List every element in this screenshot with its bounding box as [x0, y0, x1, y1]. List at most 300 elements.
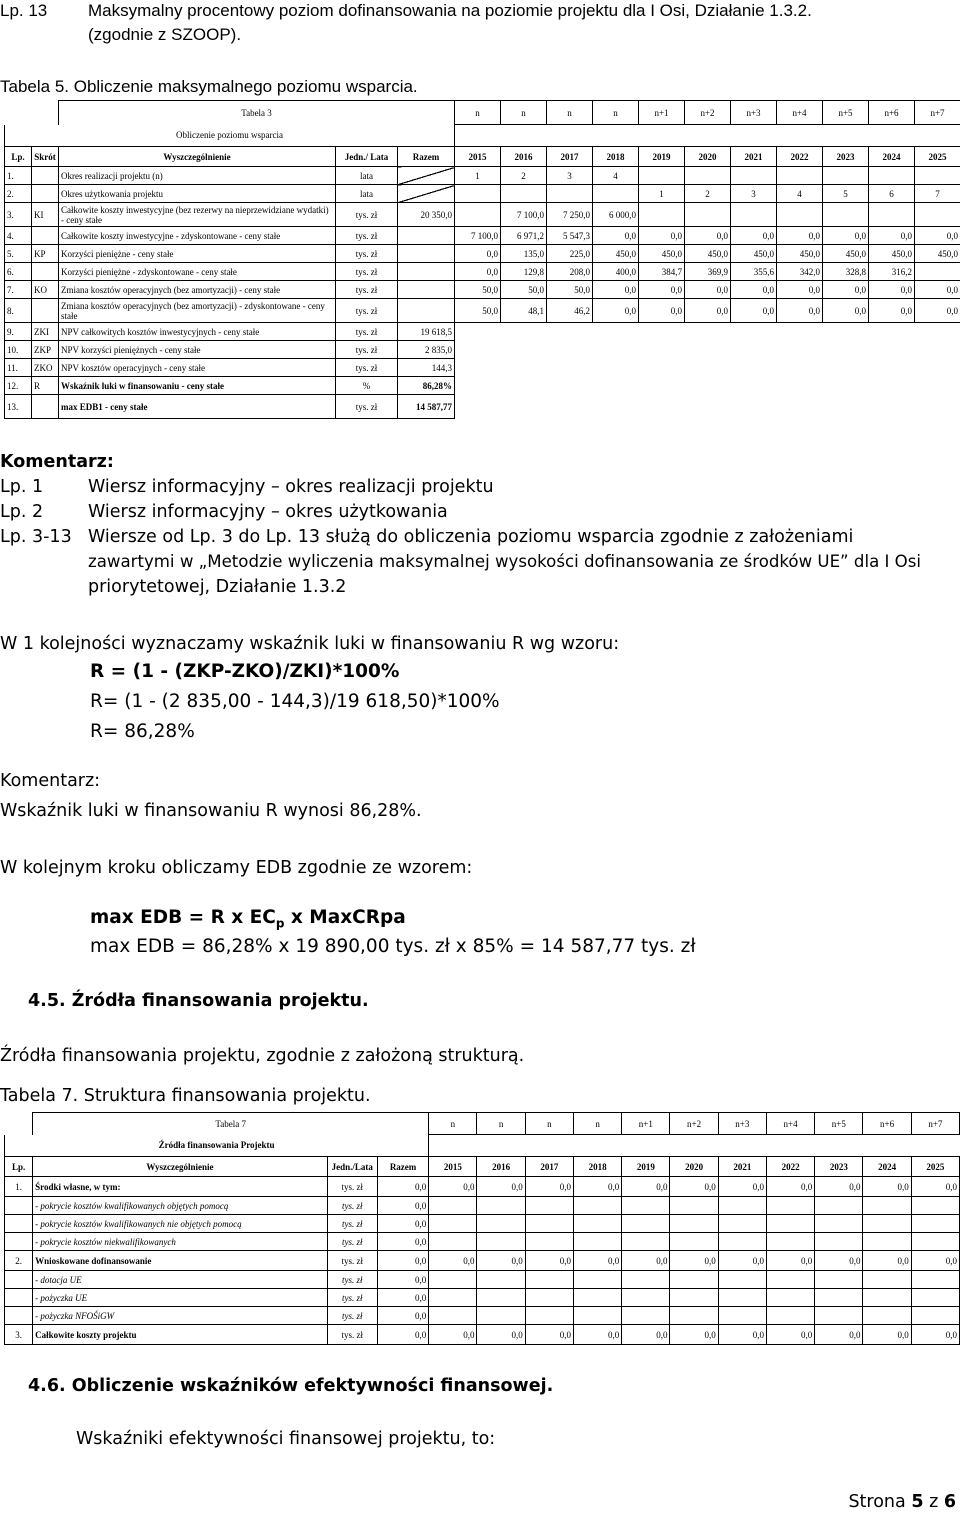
row-year-value: 0,0 — [823, 281, 869, 299]
row-total — [398, 185, 455, 203]
row-year-value: 0,0 — [718, 1177, 766, 1197]
row-unit: lata — [336, 185, 398, 203]
row-year-value: 135,0 — [501, 245, 547, 263]
row-lp — [5, 1197, 33, 1215]
row-code: KO — [32, 281, 59, 299]
row-year-value: 0,0 — [622, 1251, 670, 1271]
row-lp: 3. — [5, 1325, 33, 1345]
row-year-value: 342,0 — [777, 263, 823, 281]
row-lp — [5, 1307, 33, 1325]
intro-lp: Lp. 13 — [0, 1, 48, 20]
row-year-value — [731, 359, 777, 377]
edb-formula — [90, 907, 406, 931]
table7-header-cell: 2019 — [622, 1157, 670, 1177]
row-year-value: 0,0 — [525, 1251, 573, 1271]
table7-top-header-cell: n+6 — [863, 1113, 911, 1135]
luka-comment-heading: Komentarz: — [0, 771, 101, 791]
table-row — [5, 281, 960, 299]
table5-subtitle: Obliczenie poziomu wsparcia — [5, 125, 455, 147]
row-lp: 12. — [5, 377, 32, 395]
row-year-value: 0,0 — [823, 299, 869, 323]
row-code: ZKI — [32, 323, 59, 341]
row-unit: tys. zł — [336, 245, 398, 263]
row-code — [32, 185, 59, 203]
row-year-value: 0,0 — [639, 299, 685, 323]
table-row — [5, 227, 960, 245]
intro-text-line1: Maksymalny procentowy poziom dofinansowania na poziomie projektu dla I Osi, Działanie 1.3.2. — [88, 1, 812, 20]
table-row — [5, 167, 960, 185]
table7-header-cell: 2015 — [429, 1157, 477, 1177]
row-year-value: 0,0 — [622, 1177, 670, 1197]
row-year-value: 0,0 — [766, 1177, 814, 1197]
row-year-value — [639, 395, 685, 419]
table5-top-header-cell: n — [455, 101, 501, 125]
row-year-value: 0,0 — [815, 1251, 863, 1271]
row-year-value — [915, 263, 960, 281]
row-lp: 4. — [5, 227, 32, 245]
row-total: 0,0 — [377, 1233, 428, 1251]
row-code — [32, 167, 59, 185]
table5-header-cell: Razem — [398, 147, 455, 167]
row-year-value: 0,0 — [593, 299, 639, 323]
row-lp: 1. — [5, 1177, 33, 1197]
row-year-value: 1 — [639, 185, 685, 203]
row-unit: % — [336, 377, 398, 395]
row-year-value — [766, 1215, 814, 1233]
row-year-value: 0,0 — [863, 1177, 911, 1197]
table-row — [5, 245, 960, 263]
row-year-value — [639, 359, 685, 377]
row-year-value — [525, 1233, 573, 1251]
row-year-value: 328,8 — [823, 263, 869, 281]
table5-top-header-cell: n+2 — [685, 101, 731, 125]
comment-lp: Lp. 1 — [0, 477, 44, 497]
row-year-value — [622, 1307, 670, 1325]
table7-title-row — [5, 1113, 960, 1135]
row-year-value — [429, 1233, 477, 1251]
row-code: KP — [32, 245, 59, 263]
row-year-value — [915, 167, 960, 185]
row-year-value: 316,2 — [869, 263, 915, 281]
row-year-value: 0,0 — [455, 263, 501, 281]
row-unit: tys. zł — [336, 359, 398, 377]
page-prefix: Strona — [848, 1492, 912, 1512]
row-total: 0,0 — [377, 1251, 428, 1271]
table7-header-cell: 2018 — [573, 1157, 621, 1177]
row-unit: tys. zł — [327, 1289, 377, 1307]
row-year-value: 0,0 — [685, 281, 731, 299]
edb-formula-a: max EDB = R x EC — [90, 907, 276, 928]
row-year-value — [501, 377, 547, 395]
row-unit: tys. zł — [336, 323, 398, 341]
row-year-value — [915, 395, 960, 419]
row-lp: 1. — [5, 167, 32, 185]
row-lp — [5, 1215, 33, 1233]
row-total — [398, 281, 455, 299]
table5-top-header-cell: n+1 — [639, 101, 685, 125]
row-year-value — [777, 167, 823, 185]
row-year-value: 4 — [777, 185, 823, 203]
row-year-value: 7 100,0 — [455, 227, 501, 245]
row-desc: NPV kosztów operacyjnych - ceny stałe — [59, 359, 336, 377]
row-year-value — [573, 1233, 621, 1251]
table7-caption: Tabela 7. Struktura finansowania projektu. — [0, 1086, 371, 1106]
table-row — [5, 377, 960, 395]
row-year-value: 0,0 — [525, 1177, 573, 1197]
row-unit: tys. zł — [336, 263, 398, 281]
row-year-value: 0,0 — [777, 281, 823, 299]
row-unit: tys. zł — [327, 1215, 377, 1233]
table5-blank — [455, 125, 960, 147]
row-unit: tys. zł — [336, 299, 398, 323]
row-unit: tys. zł — [327, 1233, 377, 1251]
table-row — [5, 299, 960, 323]
row-year-value: 0,0 — [639, 227, 685, 245]
table5-top-header-cell: n+7 — [915, 101, 960, 125]
row-year-value: 0,0 — [477, 1177, 525, 1197]
table7-subtitle: Źródła finansowania Projektu — [5, 1135, 429, 1157]
table5-top-header-cell: n+3 — [731, 101, 777, 125]
row-year-value — [622, 1289, 670, 1307]
row-year-value — [622, 1233, 670, 1251]
row-year-value: 7 — [915, 185, 960, 203]
table-row — [5, 1215, 960, 1233]
row-year-value — [777, 341, 823, 359]
row-lp: 2. — [5, 1251, 33, 1271]
row-year-value — [685, 323, 731, 341]
row-year-value — [622, 1271, 670, 1289]
row-desc: Zmiana kosztów operacyjnych (bez amortyzacji) - ceny stałe — [59, 281, 336, 299]
row-year-value: 50,0 — [501, 281, 547, 299]
comment-text: Wiersz informacyjny – okres użytkowania — [88, 502, 448, 522]
row-year-value — [777, 203, 823, 227]
row-year-value — [815, 1307, 863, 1325]
row-year-value — [685, 203, 731, 227]
row-year-value — [593, 341, 639, 359]
row-year-value: 0,0 — [815, 1177, 863, 1197]
table7-top-header-cell: n+7 — [911, 1113, 959, 1135]
row-year-value — [766, 1289, 814, 1307]
row-total — [398, 263, 455, 281]
row-desc: Korzyści pieniężne - ceny stałe — [59, 245, 336, 263]
row-desc: - pokrycie kosztów niekwalifikowanych — [33, 1233, 328, 1251]
row-year-value — [718, 1307, 766, 1325]
row-lp — [5, 1233, 33, 1251]
row-year-value — [815, 1197, 863, 1215]
row-year-value: 0,0 — [915, 299, 960, 323]
table5-header-cell: Jedn./ Lata — [336, 147, 398, 167]
table7-header-cell: 2021 — [718, 1157, 766, 1177]
luka-result: R= 86,28% — [90, 721, 195, 742]
row-year-value — [639, 203, 685, 227]
intro-text-line2: (zgodnie z SZOOP). — [88, 25, 242, 44]
table7-header-cell: 2022 — [766, 1157, 814, 1177]
row-year-value: 450,0 — [685, 245, 731, 263]
row-year-value — [477, 1215, 525, 1233]
row-year-value — [639, 323, 685, 341]
row-year-value — [685, 377, 731, 395]
row-year-value — [670, 1233, 718, 1251]
row-year-value — [731, 203, 777, 227]
row-year-value — [766, 1197, 814, 1215]
table5-top-header-cell: n+6 — [869, 101, 915, 125]
row-year-value — [766, 1233, 814, 1251]
row-year-value — [429, 1307, 477, 1325]
row-year-value — [863, 1307, 911, 1325]
row-year-value: 225,0 — [547, 245, 593, 263]
row-year-value: 0,0 — [815, 1325, 863, 1345]
row-year-value — [718, 1197, 766, 1215]
table7-top-header-cell: n+1 — [622, 1113, 670, 1135]
row-year-value — [593, 323, 639, 341]
row-unit: tys. zł — [327, 1307, 377, 1325]
row-year-value: 2 — [685, 185, 731, 203]
page-total: 6 — [943, 1492, 956, 1512]
row-year-value — [455, 377, 501, 395]
table7-header-row — [5, 1157, 960, 1177]
row-desc: - pokrycie kosztów kwalifikowanych objętych pomocą — [33, 1197, 328, 1215]
row-year-value: 450,0 — [639, 245, 685, 263]
row-year-value — [911, 1271, 959, 1289]
table5-header-cell: 2019 — [639, 147, 685, 167]
row-desc: Zmiana kosztów operacyjnych (bez amortyzacji) - zdyskontowane - ceny stałe — [59, 299, 336, 323]
table5-header-cell: 2021 — [731, 147, 777, 167]
row-year-value — [455, 395, 501, 419]
row-total — [398, 245, 455, 263]
edb-formula-sub: p — [275, 916, 285, 931]
row-year-value — [525, 1215, 573, 1233]
row-desc: NPV całkowitych kosztów inwestycyjnych - ceny stałe — [59, 323, 336, 341]
row-unit: tys. zł — [327, 1197, 377, 1215]
row-year-value: 5 547,3 — [547, 227, 593, 245]
row-year-value — [501, 395, 547, 419]
row-year-value: 0,0 — [915, 227, 960, 245]
table-row — [5, 1251, 960, 1271]
row-year-value — [455, 323, 501, 341]
row-year-value — [863, 1215, 911, 1233]
row-year-value — [593, 395, 639, 419]
row-year-value — [573, 1289, 621, 1307]
row-desc: Wnioskowane dofinansowanie — [33, 1251, 328, 1271]
row-year-value: 0,0 — [911, 1325, 959, 1345]
edb-intro: W kolejnym kroku obliczamy EDB zgodnie ze wzorem: — [0, 858, 473, 878]
row-year-value — [429, 1197, 477, 1215]
row-year-value: 0,0 — [573, 1325, 621, 1345]
row-lp: 13. — [5, 395, 32, 419]
table5-top-header-cell: n — [501, 101, 547, 125]
row-year-value — [823, 395, 869, 419]
table5-header-cell: 2017 — [547, 147, 593, 167]
row-year-value — [573, 1271, 621, 1289]
section46-heading: 4.6. Obliczenie wskaźników efektywności finansowej. — [28, 1376, 554, 1396]
row-year-value: 0,0 — [731, 227, 777, 245]
row-year-value — [501, 185, 547, 203]
table5-caption: Tabela 5. Obliczenie maksymalnego poziomu wsparcia. — [0, 77, 418, 96]
row-desc: Środki własne, w tym: — [33, 1177, 328, 1197]
row-year-value — [593, 359, 639, 377]
row-lp: 11. — [5, 359, 32, 377]
row-year-value: 0,0 — [455, 245, 501, 263]
row-year-value — [525, 1289, 573, 1307]
table5-header-cell: Skrót — [32, 147, 59, 167]
row-year-value: 7 250,0 — [547, 203, 593, 227]
row-year-value — [593, 185, 639, 203]
section45-heading: 4.5. Źródła finansowania projektu. — [28, 991, 369, 1011]
table5-title-row — [5, 101, 960, 125]
row-year-value — [525, 1271, 573, 1289]
row-year-value — [525, 1307, 573, 1325]
row-year-value — [823, 377, 869, 395]
row-year-value — [573, 1215, 621, 1233]
table7-top-header-cell: n — [573, 1113, 621, 1135]
row-code: R — [32, 377, 59, 395]
row-year-value — [777, 359, 823, 377]
row-year-value — [455, 341, 501, 359]
luka-intro: W 1 kolejności wyznaczamy wskaźnik luki w finansowaniu R wg wzoru: — [0, 634, 620, 654]
row-year-value — [547, 395, 593, 419]
row-lp: 8. — [5, 299, 32, 323]
table5-header-row — [5, 147, 960, 167]
table7-top-header-cell: n — [525, 1113, 573, 1135]
table7-header-cell: 2023 — [815, 1157, 863, 1177]
row-year-value — [731, 395, 777, 419]
row-year-value — [731, 341, 777, 359]
comment-text: Wiersze od Lp. 3 do Lp. 13 służą do obliczenia poziomu wsparcia zgodnie z założeniami — [88, 527, 854, 547]
row-total: 0,0 — [377, 1177, 428, 1197]
row-year-value — [573, 1307, 621, 1325]
row-year-value: 7 100,0 — [501, 203, 547, 227]
row-year-value: 2 — [501, 167, 547, 185]
row-desc: Wskaźnik luki w finansowaniu - ceny stałe — [59, 377, 336, 395]
row-lp: 7. — [5, 281, 32, 299]
page-number — [848, 1490, 956, 1514]
row-year-value — [501, 323, 547, 341]
edb-calc: max EDB = 86,28% x 19 890,00 tys. zł x 85% = 14 587,77 tys. zł — [90, 936, 696, 957]
row-lp — [5, 1289, 33, 1307]
row-unit: tys. zł — [327, 1325, 377, 1345]
row-total — [398, 299, 455, 323]
row-year-value: 0,0 — [777, 299, 823, 323]
table7-header-cell: 2017 — [525, 1157, 573, 1177]
table-row — [5, 203, 960, 227]
row-year-value: 0,0 — [863, 1251, 911, 1271]
table5-header-cell: 2022 — [777, 147, 823, 167]
row-year-value: 0,0 — [869, 299, 915, 323]
row-year-value: 0,0 — [477, 1325, 525, 1345]
row-total: 0,0 — [377, 1215, 428, 1233]
table-row — [5, 185, 960, 203]
row-year-value — [670, 1197, 718, 1215]
row-year-value — [869, 341, 915, 359]
table5-header-cell: 2018 — [593, 147, 639, 167]
table5 — [4, 100, 960, 419]
row-year-value — [477, 1271, 525, 1289]
row-year-value: 3 — [547, 167, 593, 185]
table5-top-header-cell: n+5 — [823, 101, 869, 125]
row-code: KI — [32, 203, 59, 227]
row-unit: tys. zł — [336, 281, 398, 299]
table7-top-header-cell: n+3 — [718, 1113, 766, 1135]
row-year-value: 50,0 — [455, 299, 501, 323]
row-year-value: 450,0 — [823, 245, 869, 263]
row-year-value: 0,0 — [639, 281, 685, 299]
row-year-value — [777, 323, 823, 341]
row-code — [32, 299, 59, 323]
table-row — [5, 1197, 960, 1215]
row-unit: tys. zł — [336, 395, 398, 419]
row-year-value — [869, 377, 915, 395]
row-desc: - pożyczka NFOŚiGW — [33, 1307, 328, 1325]
row-year-value: 355,6 — [731, 263, 777, 281]
row-year-value — [915, 341, 960, 359]
table-row — [5, 1271, 960, 1289]
row-year-value — [685, 395, 731, 419]
table7-top-header-cell: n — [477, 1113, 525, 1135]
row-year-value — [915, 359, 960, 377]
row-year-value — [573, 1197, 621, 1215]
table5-top-header-cell: n — [593, 101, 639, 125]
section46-text: Wskaźniki efektywności finansowej projektu, to: — [76, 1429, 496, 1449]
row-year-value: 208,0 — [547, 263, 593, 281]
row-year-value — [477, 1197, 525, 1215]
row-unit: tys. zł — [327, 1251, 377, 1271]
table5-top-header-cell: n — [547, 101, 593, 125]
row-year-value — [823, 203, 869, 227]
row-year-value — [863, 1197, 911, 1215]
row-year-value — [911, 1233, 959, 1251]
table7-header-cell: 2020 — [670, 1157, 718, 1177]
row-year-value — [915, 323, 960, 341]
row-total: 19 618,5 — [398, 323, 455, 341]
comment-heading: Komentarz: — [0, 452, 114, 472]
row-desc: Okres użytkowania projektu — [59, 185, 336, 203]
row-unit: lata — [336, 167, 398, 185]
row-year-value — [670, 1307, 718, 1325]
row-unit: tys. zł — [336, 203, 398, 227]
table7-header-cell: Razem — [377, 1157, 428, 1177]
table7-header-cell: Jedn./Lata — [327, 1157, 377, 1177]
row-year-value — [915, 203, 960, 227]
row-total: 14 587,77 — [398, 395, 455, 419]
row-total — [398, 227, 455, 245]
row-year-value: 0,0 — [593, 281, 639, 299]
table-row — [5, 323, 960, 341]
row-year-value: 48,1 — [501, 299, 547, 323]
row-year-value: 0,0 — [670, 1251, 718, 1271]
row-desc: - pożyczka UE — [33, 1289, 328, 1307]
row-year-value — [815, 1289, 863, 1307]
table5-header-cell: 2023 — [823, 147, 869, 167]
table7-blank — [5, 1113, 33, 1135]
row-year-value: 1 — [455, 167, 501, 185]
row-year-value: 0,0 — [869, 281, 915, 299]
row-year-value — [731, 377, 777, 395]
row-year-value — [911, 1215, 959, 1233]
row-lp: 6. — [5, 263, 32, 281]
row-year-value — [525, 1197, 573, 1215]
row-year-value — [593, 377, 639, 395]
row-year-value: 4 — [593, 167, 639, 185]
row-year-value — [639, 341, 685, 359]
row-total: 0,0 — [377, 1307, 428, 1325]
row-year-value — [869, 167, 915, 185]
row-year-value — [501, 359, 547, 377]
row-year-value — [455, 203, 501, 227]
row-year-value — [455, 185, 501, 203]
row-year-value — [685, 341, 731, 359]
table5-title: Tabela 3 — [59, 101, 455, 125]
row-year-value — [815, 1271, 863, 1289]
